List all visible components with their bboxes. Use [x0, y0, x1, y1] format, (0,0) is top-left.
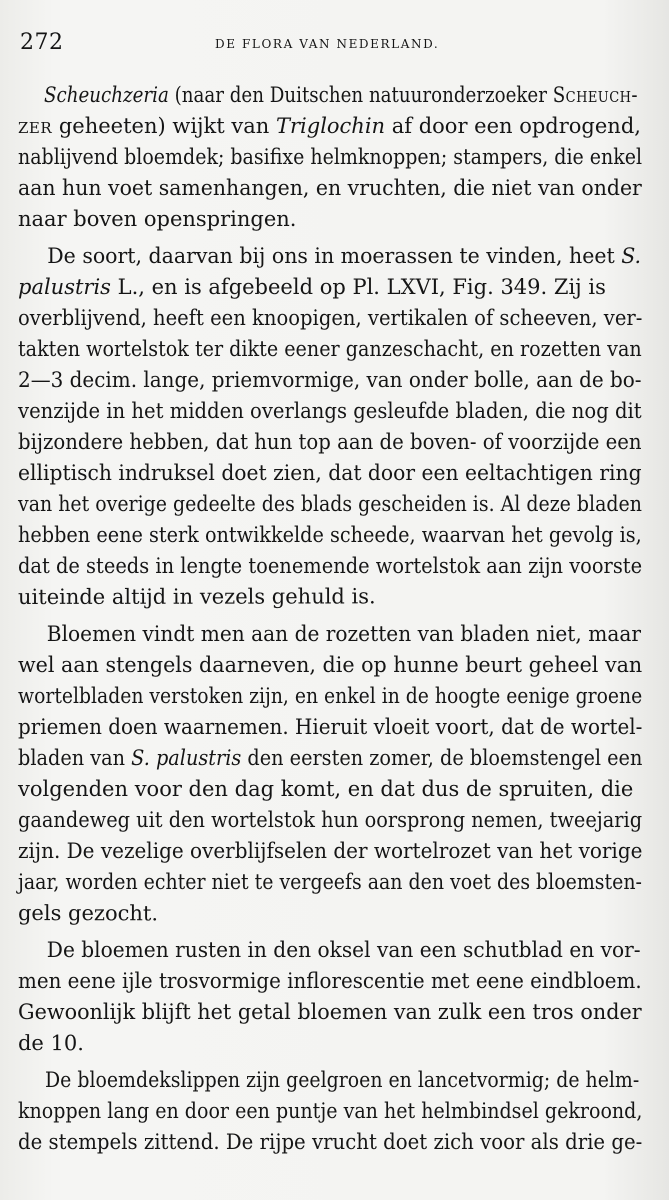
italic-text: Scheuchzeria: [44, 83, 169, 107]
text-line: [18, 619, 641, 650]
text-line: [18, 334, 642, 365]
text-segment: De soort, daarvan bij ons in moerassen te vinden, heet: [47, 244, 622, 268]
text-segment: priemen doen waarnemen. Hieruit vloeit voort, dat de wortel-: [18, 715, 643, 739]
text-line: [18, 681, 643, 712]
text-line: [18, 427, 642, 458]
paragraph: [18, 241, 642, 613]
text-line: [18, 581, 642, 613]
text-line: [18, 272, 642, 303]
paragraph: [18, 619, 642, 929]
text-segment: overblijvend, heeft een knoopigen, vertikalen of scheeven, ver-: [18, 306, 643, 330]
text-line: [18, 966, 642, 997]
paragraph: [18, 80, 642, 235]
body-text: [18, 80, 642, 1164]
text-line: [18, 303, 643, 334]
text-line: [18, 1028, 642, 1061]
text-segment: zijn. De vezelige overblijfselen der wortelrozet van het vorige: [18, 839, 643, 863]
page-number: 272: [20, 30, 64, 55]
text-segment: venzijde in het midden overlangs gesleufde bladen, die nog dit: [18, 399, 642, 423]
text-line: [18, 774, 642, 805]
text-segment: van het overige gedeelte des blads gescheiden is. Al deze bladen: [18, 492, 642, 516]
italic-text: S. palustris: [131, 746, 242, 770]
paragraph: [18, 1065, 642, 1158]
text-segment: L., en is afgebeeld op Pl. LXVI, Fig. 349. Zij is: [110, 275, 606, 299]
text-segment: aan hun voet samenhangen, en vruchten, die niet van onder: [18, 176, 642, 200]
text-segment: De bloemdekslippen zijn geelgroen en lancetvormig; de helm-: [45, 1068, 640, 1092]
text-segment: (naar den Duitschen natuuronderzoeker: [168, 83, 553, 107]
text-line: [18, 520, 642, 551]
text-segment: de stempels zittend. De rijpe vrucht doet zich voor als drie ge-: [18, 1130, 643, 1154]
text-line: [18, 867, 642, 898]
text-segment: wortelbladen verstoken zijn, en enkel in de hoogte eenige groene: [18, 684, 643, 708]
text-segment: wel aan stengels daarneven, die op hunne beurt geheel van: [18, 653, 643, 677]
page-header: [20, 30, 649, 60]
text-segment: gels gezocht.: [17, 901, 159, 926]
italic-text: palustris: [18, 275, 111, 299]
text-line: [18, 551, 643, 582]
text-segment: uiteinde altijd in vezels gehuld is.: [17, 584, 376, 609]
text-segment: bijzondere hebben, dat hun top aan de boven- of voorzijde een: [18, 430, 642, 454]
text-line: [18, 898, 642, 931]
text-line: [18, 489, 642, 520]
text-line: [18, 142, 643, 173]
text-line: [18, 204, 642, 235]
text-line: [18, 1127, 643, 1158]
text-segment: Gewoonlijk blijft het getal bloemen van zulk een tros onder: [18, 1000, 642, 1024]
text-segment: den eersten zomer, de bloemstengel een: [241, 746, 643, 770]
text-segment: hebben eene sterk ontwikkelde scheede, waarvan het gevolg is,: [18, 523, 642, 547]
text-segment: de 10.: [17, 1031, 84, 1056]
text-segment: men eene ijle trosvormige inflorescentie met eene eindbloem.: [18, 969, 642, 993]
text-segment: Bloemen vindt men aan de rozetten van bladen niet, maar: [46, 622, 641, 646]
text-segment: nablijvend bloemdek; basifixe helmknoppen; stampers, die enkel: [18, 145, 643, 169]
text-line: [18, 365, 642, 396]
text-segment: takten wortelstok ter dikte eener ganzeschacht, en rozetten van: [18, 337, 642, 361]
text-segment: volgenden voor den dag komt, en dat dus de spruiten, die: [18, 777, 634, 801]
running-head: DE FLORA VAN NEDERLAND.: [215, 37, 440, 51]
italic-text: Triglochin: [275, 114, 386, 138]
text-line: [18, 111, 642, 142]
text-segment: bladen van: [18, 746, 132, 770]
text-line: [18, 743, 643, 774]
text-line: [18, 241, 642, 272]
text-line: [18, 997, 642, 1028]
text-line: [18, 458, 642, 489]
text-line: [18, 80, 639, 111]
text-line: [18, 836, 643, 867]
text-line: [18, 1065, 640, 1096]
text-segment: geheeten) wijkt van: [52, 114, 276, 138]
paragraph: [18, 935, 642, 1059]
text-segment: gaandeweg uit den wortelstok hun oorsprong nemen, tweejarig: [18, 808, 643, 832]
text-segment: dat de steeds in lengte toenemende wortelstok aan zijn voorste: [18, 554, 643, 578]
text-line: [18, 935, 641, 966]
text-line: [18, 805, 643, 836]
text-segment: 2—3 decim. lange, priemvormige, van onder bolle, aan de bo-: [18, 368, 642, 392]
text-line: [18, 712, 643, 743]
text-segment: De bloemen rusten in den oksel van een schutblad en vor-: [46, 938, 641, 962]
small-caps-text: zer: [18, 114, 53, 138]
text-line: [18, 173, 642, 204]
text-segment: jaar, worden echter niet te vergeefs aan den voet des bloemsten-: [18, 870, 642, 894]
text-segment: af door een opdrogend,: [385, 114, 641, 138]
text-line: [18, 650, 643, 681]
small-caps-text: Scheuch-: [552, 83, 639, 107]
italic-text: S.: [621, 244, 642, 268]
text-segment: naar boven openspringen.: [18, 207, 297, 231]
text-line: [18, 1096, 643, 1127]
text-line: [18, 396, 642, 427]
text-segment: elliptisch indruksel doet zien, dat door een eeltachtigen ring: [18, 461, 642, 485]
text-segment: knoppen lang en door een puntje van het helmbindsel gekroond,: [18, 1099, 643, 1123]
